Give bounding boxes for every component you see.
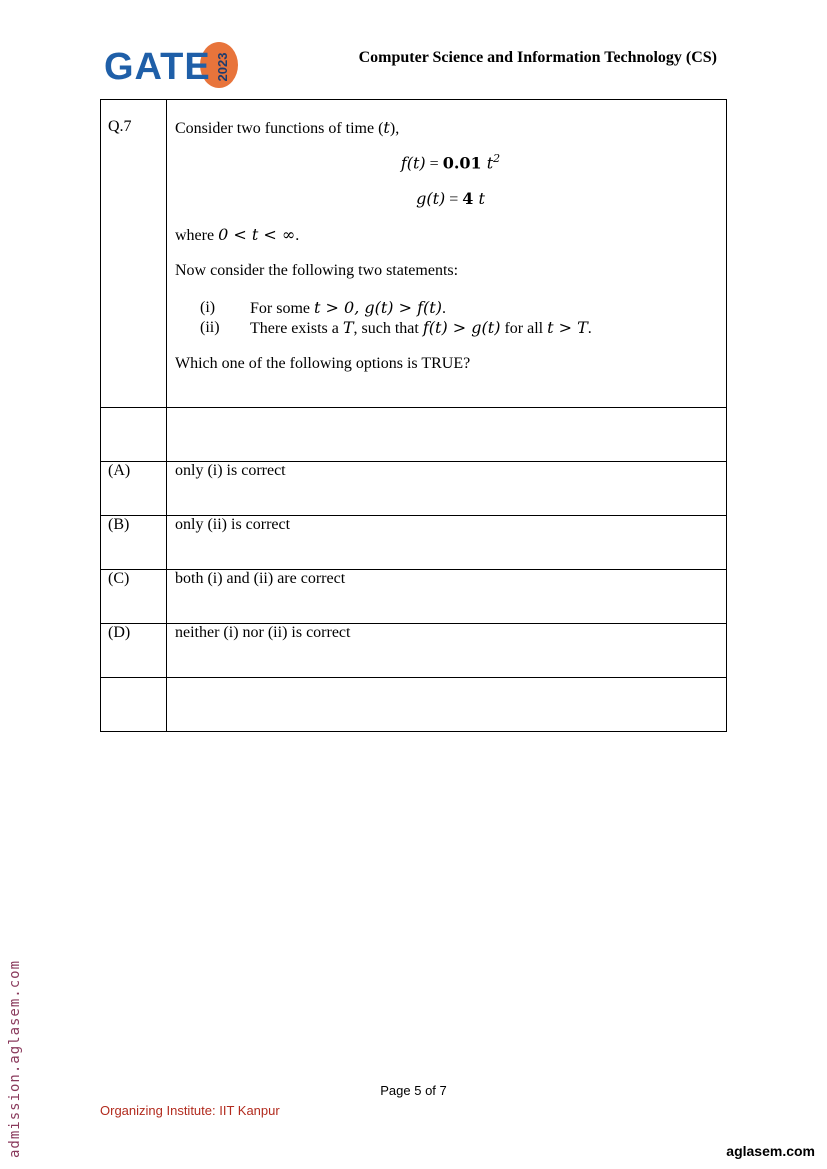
question-prompt: Which one of the following options is TRUE? [175, 355, 471, 373]
option-label: (A) [101, 462, 167, 516]
statements-intro: Now consider the following two statements: [175, 262, 459, 280]
option-label: (B) [101, 516, 167, 570]
gate-logo [104, 42, 239, 90]
option-text: neither (i) nor (ii) is correct [167, 624, 727, 678]
spacer-row [101, 408, 727, 462]
equation-g: g(t) = 4 t [416, 189, 485, 209]
equation-f: f(t) = 0.01 $t^2$ [400, 152, 501, 173]
site-name[interactable]: aglasem.com [726, 1143, 815, 1159]
question-table [100, 99, 727, 732]
option-text: only (i) is correct [167, 462, 727, 516]
page-number: Page 5 of 7 [380, 1083, 447, 1098]
where-clause: where 0 < t < ∞. [175, 225, 300, 245]
spacer-row [101, 678, 727, 732]
option-row-b[interactable] [101, 516, 727, 570]
option-text: both (i) and (ii) are correct [167, 570, 727, 624]
option-row-d[interactable] [101, 624, 727, 678]
statement-i: (i) For some t > 0, g(t) > f(t). [200, 298, 446, 318]
statements-list [200, 298, 726, 338]
option-label: (C) [101, 570, 167, 624]
question-body [167, 100, 727, 408]
watermark: admission.aglasem.com [7, 959, 23, 1158]
question-intro: Consider two functions of time (t), [175, 118, 400, 137]
question-number: Q.7 [101, 100, 167, 408]
organizing-institute: Organizing Institute: IIT Kanpur [100, 1103, 280, 1118]
paper-title: Computer Science and Information Technology (CS) [358, 49, 717, 66]
option-label: (D) [101, 624, 167, 678]
statement-ii: (ii) There exists a T, such that f(t) > g(t) for all t > T. [200, 318, 592, 338]
logo-year: 2023 [215, 52, 230, 82]
option-row-c[interactable] [101, 570, 727, 624]
option-row-a[interactable] [101, 462, 727, 516]
logo-text: GATE [104, 46, 211, 88]
option-text: only (ii) is correct [167, 516, 727, 570]
question-row [101, 100, 727, 408]
